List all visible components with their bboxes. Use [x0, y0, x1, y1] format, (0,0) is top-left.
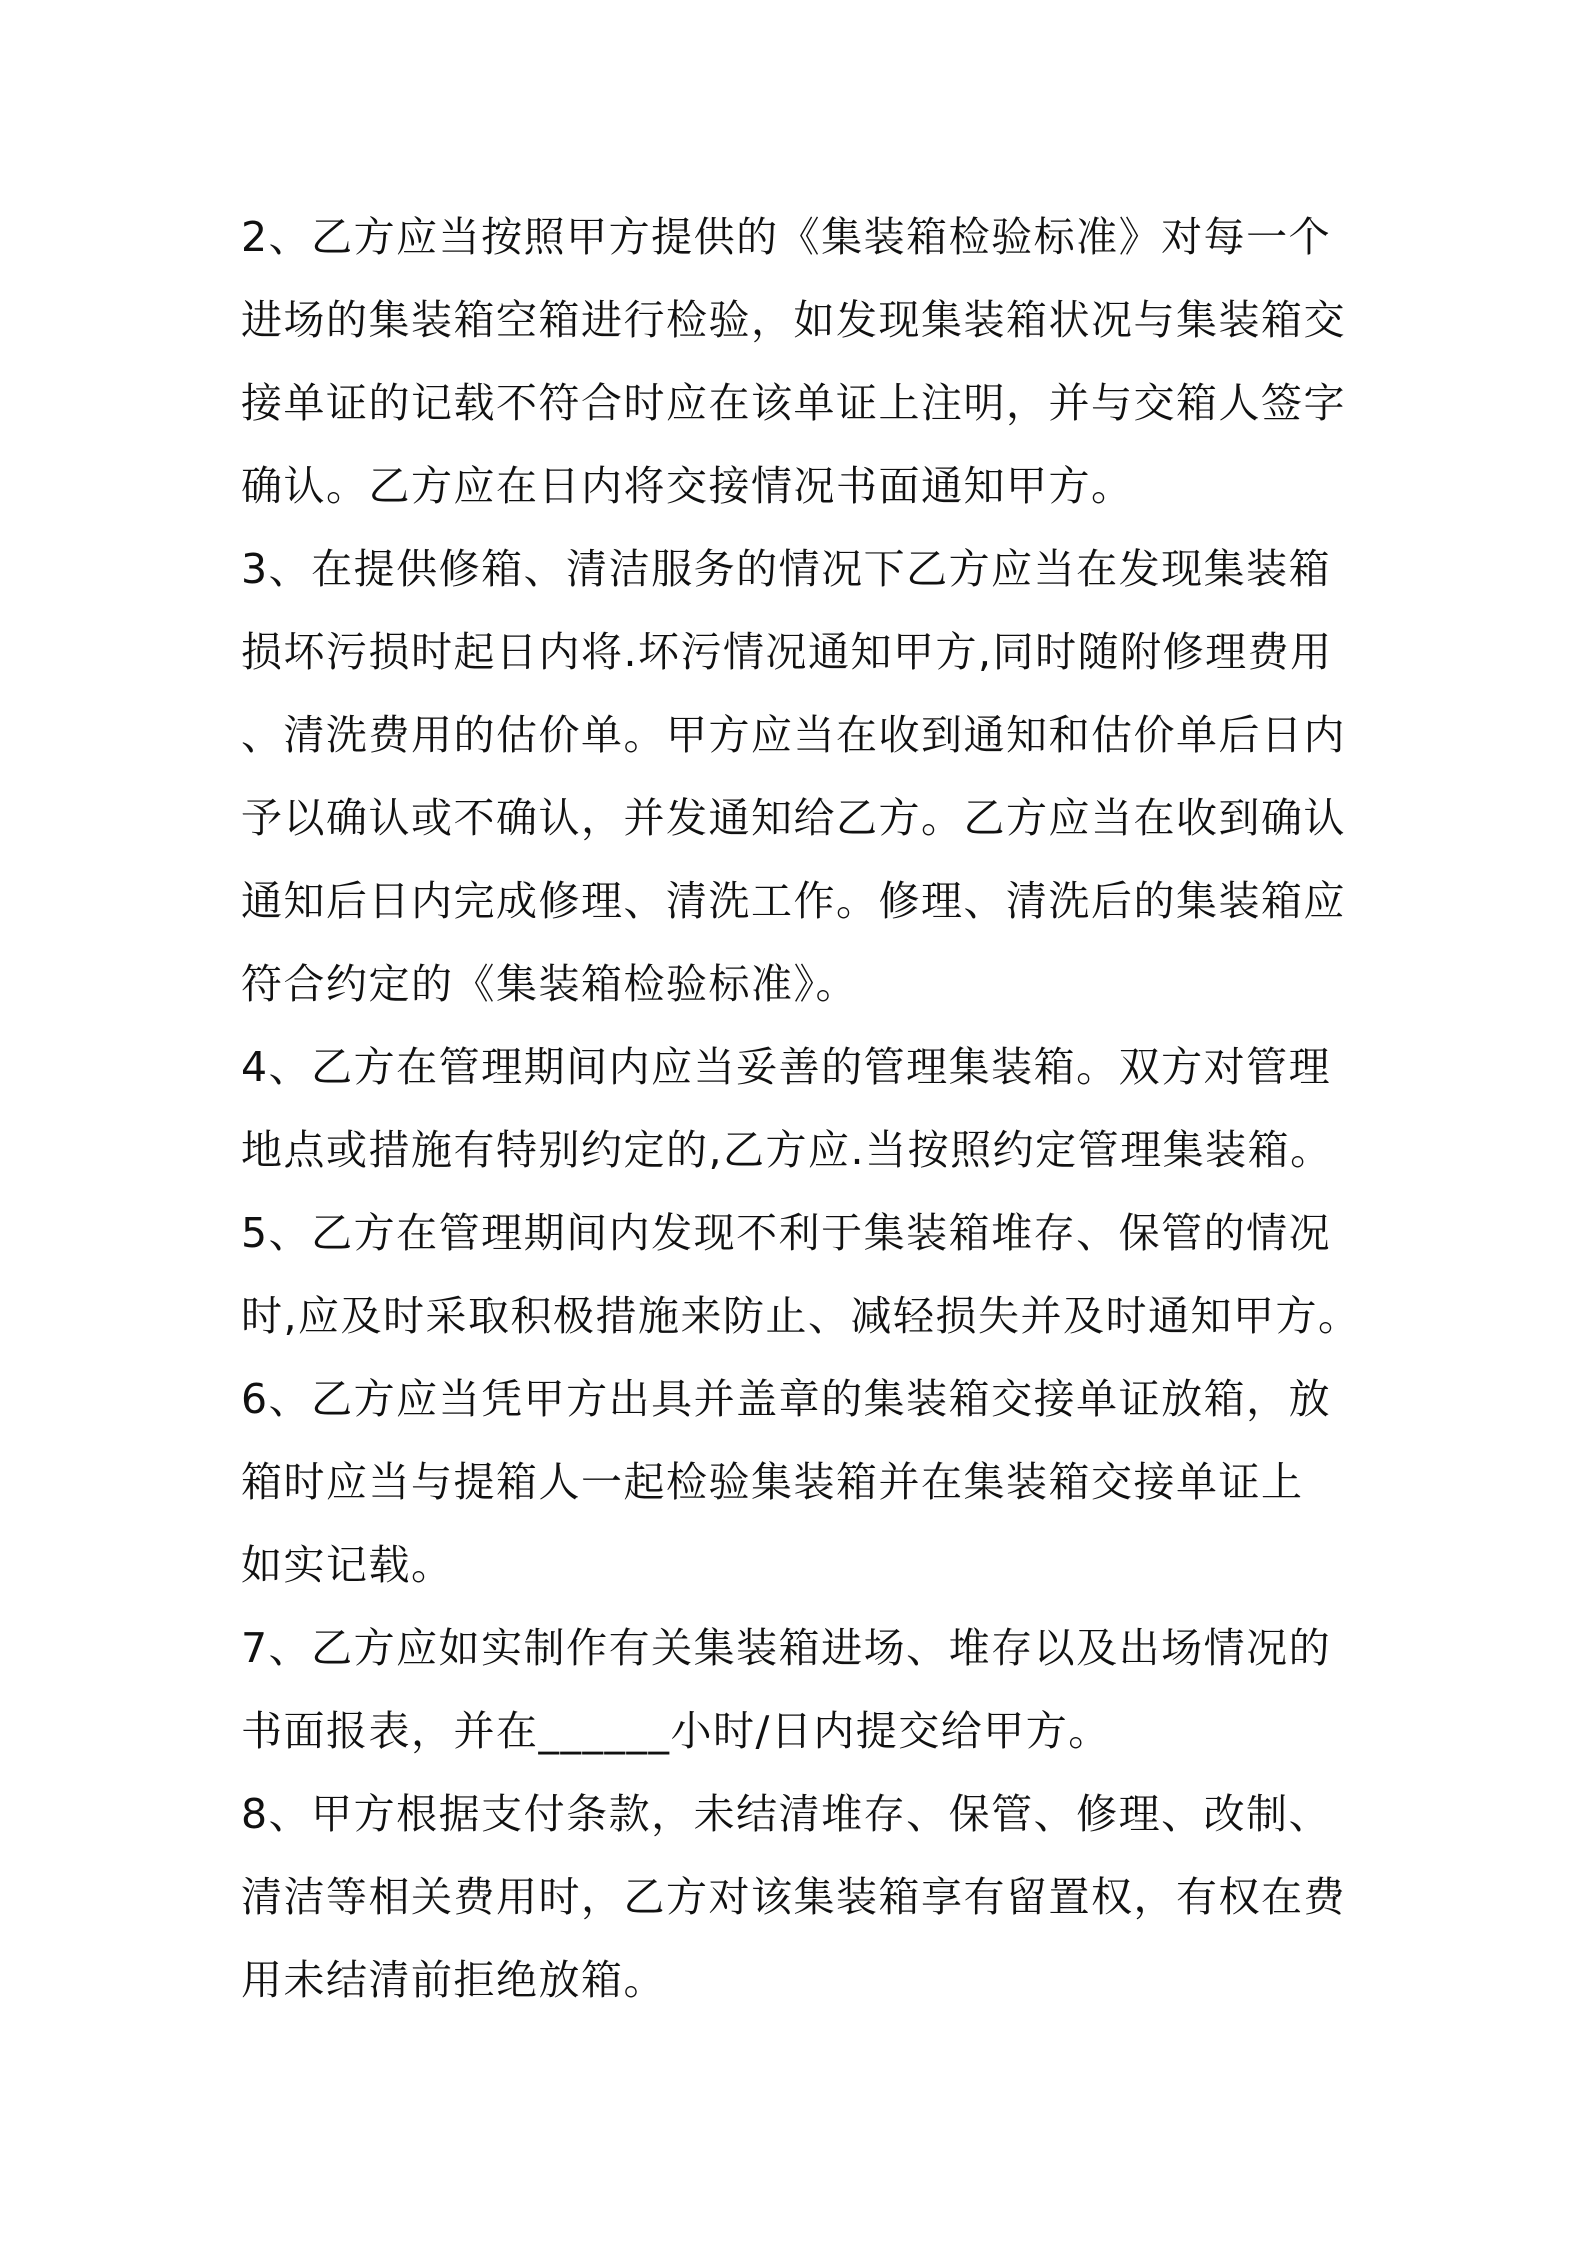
clause-line: 8、甲方根据支付条款，未结清堆存、保管、修理、改制、 — [241, 1790, 1332, 1838]
clause-line: 箱时应当与提箱人一起检验集装箱并在集装箱交接单证上 — [241, 1458, 1304, 1506]
clause-line: 符合约定的《集装箱检验标准》。 — [241, 960, 858, 1008]
clause-line: 书面报表，并在______小时/日内提交给甲方。 — [241, 1707, 1111, 1755]
clause-line: 5、乙方在管理期间内发现不利于集装箱堆存、保管的情况 — [241, 1209, 1332, 1257]
clause-line: 确认。乙方应在日内将交接情况书面通知甲方。 — [241, 462, 1134, 510]
clause-line: 如实记载。 — [241, 1541, 454, 1589]
clause-line: 2、乙方应当按照甲方提供的《集装箱检验标准》对每一个 — [241, 213, 1332, 261]
clause-line: 予以确认或不确认，并发通知给乙方。乙方应当在收到确认 — [241, 794, 1346, 842]
clause-line: 地点或措施有特别约定的,乙方应.当按照约定管理集装箱。 — [241, 1126, 1333, 1174]
clause-line: 损坏污损时起日内将.坏污情况通知甲方,同时随附修理费用 — [241, 628, 1333, 676]
clause-line: 、清洗费用的估价单。甲方应当在收到通知和估价单后日内 — [241, 711, 1346, 759]
clause-line: 用未结清前拒绝放箱。 — [241, 1956, 666, 2004]
clause-line: 3、在提供修箱、清洁服务的情况下乙方应当在发现集装箱 — [241, 545, 1332, 593]
clause-line: 进场的集装箱空箱进行检验，如发现集装箱状况与集装箱交 — [241, 296, 1346, 344]
clause-line: 4、乙方在管理期间内应当妥善的管理集装箱。双方对管理 — [241, 1043, 1332, 1091]
clause-line: 通知后日内完成修理、清洗工作。修理、清洗后的集装箱应 — [241, 877, 1346, 925]
clause-line: 时,应及时采取积极措施来防止、减轻损失并及时通知甲方。 — [241, 1292, 1361, 1340]
clause-line: 6、乙方应当凭甲方出具并盖章的集装箱交接单证放箱，放 — [241, 1375, 1332, 1423]
contract-clauses — [241, 196, 1361, 2022]
clause-line: 清洁等相关费用时，乙方对该集装箱享有留置权，有权在费 — [241, 1873, 1346, 1921]
clause-line: 7、乙方应如实制作有关集装箱进场、堆存以及出场情况的 — [241, 1624, 1332, 1672]
clause-line: 接单证的记载不符合时应在该单证上注明，并与交箱人签字 — [241, 379, 1346, 427]
